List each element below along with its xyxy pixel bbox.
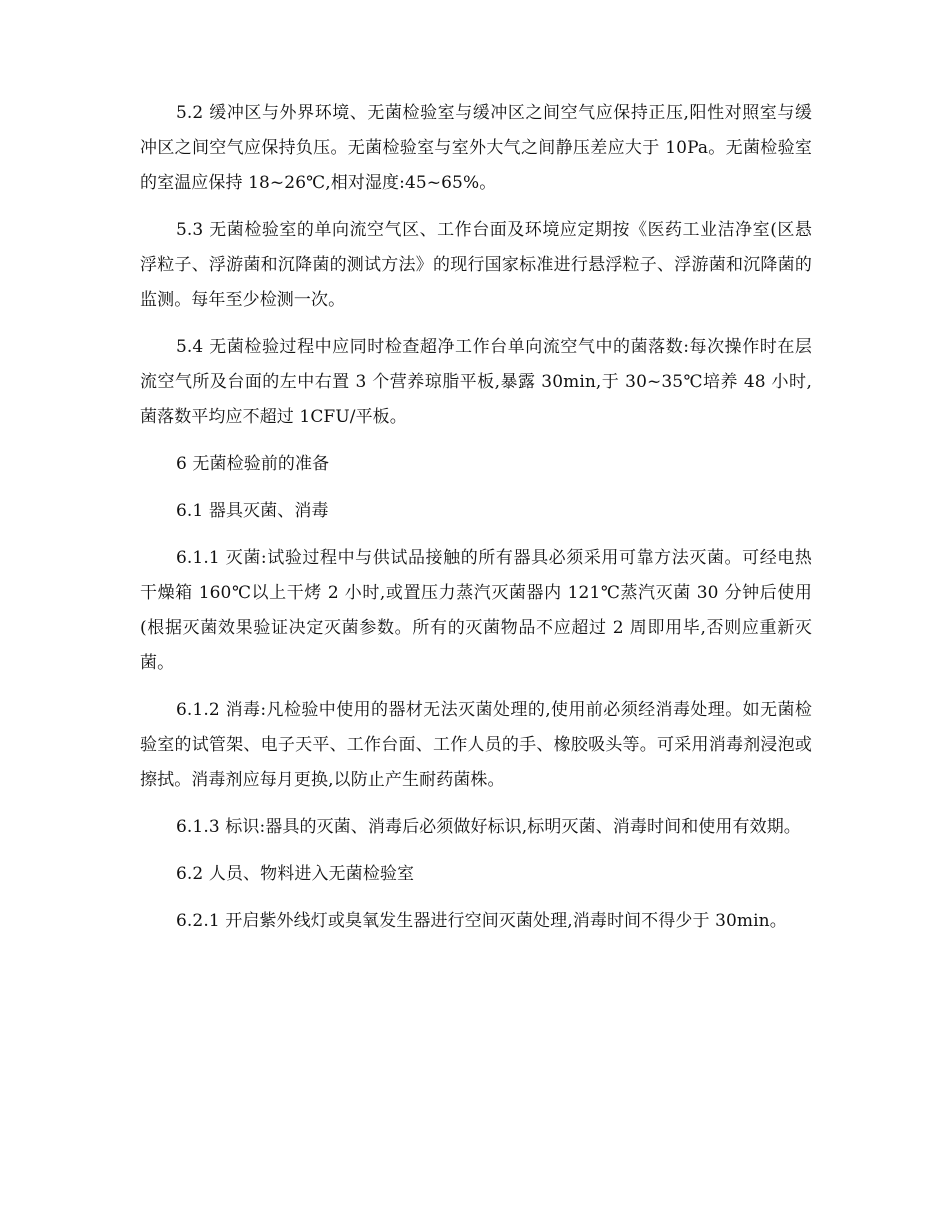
document-body (140, 96, 812, 951)
paragraph-6-1-1: 6.1.1 灭菌:试验过程中与供试品接触的所有器具必须采用可靠方法灭菌。可经电热干燥箱 160℃以上干烤 2 小时,或置压力蒸汽灭菌器内 121℃蒸汽灭菌 30 分钟后使用(根据灭菌效果验证决定灭菌参数。所有的灭菌物品不应超过 2 周即用毕,否则应重新灭菌。 (140, 548, 812, 673)
section-heading-6-1: 6.1 器具灭菌、消毒 (176, 501, 329, 521)
paragraph-5-3: 5.3 无菌检验室的单向流空气区、工作台面及环境应定期按《医药工业洁净室(区悬浮粒子、浮游菌和沉降菌的测试方法》的现行国家标准进行悬浮粒子、浮游菌和沉降菌的监测。每年至少检测一次。 (140, 220, 812, 310)
section-heading-6: 6 无菌检验前的准备 (176, 454, 330, 474)
paragraph-6-1-3: 6.1.3 标识:器具的灭菌、消毒后必须做好标识,标明灭菌、消毒时间和使用有效期。 (176, 817, 801, 837)
paragraph-5-2: 5.2 缓冲区与外界环境、无菌检验室与缓冲区之间空气应保持正压,阳性对照室与缓冲区之间空气应保持负压。无菌检验室与室外大气之间静压差应大于 10Pa。无菌检验室的室温应保持 18~26℃,相对湿度:45~65%。 (140, 103, 812, 193)
paragraph-6-2-1: 6.2.1 开启紫外线灯或臭氧发生器进行空间灭菌处理,消毒时间不得少于 30min。 (176, 911, 787, 931)
section-heading-6-2: 6.2 人员、物料进入无菌检验室 (176, 864, 415, 884)
paragraph-5-4: 5.4 无菌检验过程中应同时检查超净工作台单向流空气中的菌落数:每次操作时在层流空气所及台面的左中右置 3 个营养琼脂平板,暴露 30min,于 30~35℃培养 48 小时,菌落数平均应不超过 1CFU/平板。 (140, 337, 812, 427)
paragraph-6-1-2: 6.1.2 消毒:凡检验中使用的器材无法灭菌处理的,使用前必须经消毒处理。如无菌检验室的试管架、电子天平、工作台面、工作人员的手、橡胶吸头等。可采用消毒剂浸泡或擦拭。消毒剂应每月更换,以防止产生耐药菌株。 (140, 700, 812, 790)
